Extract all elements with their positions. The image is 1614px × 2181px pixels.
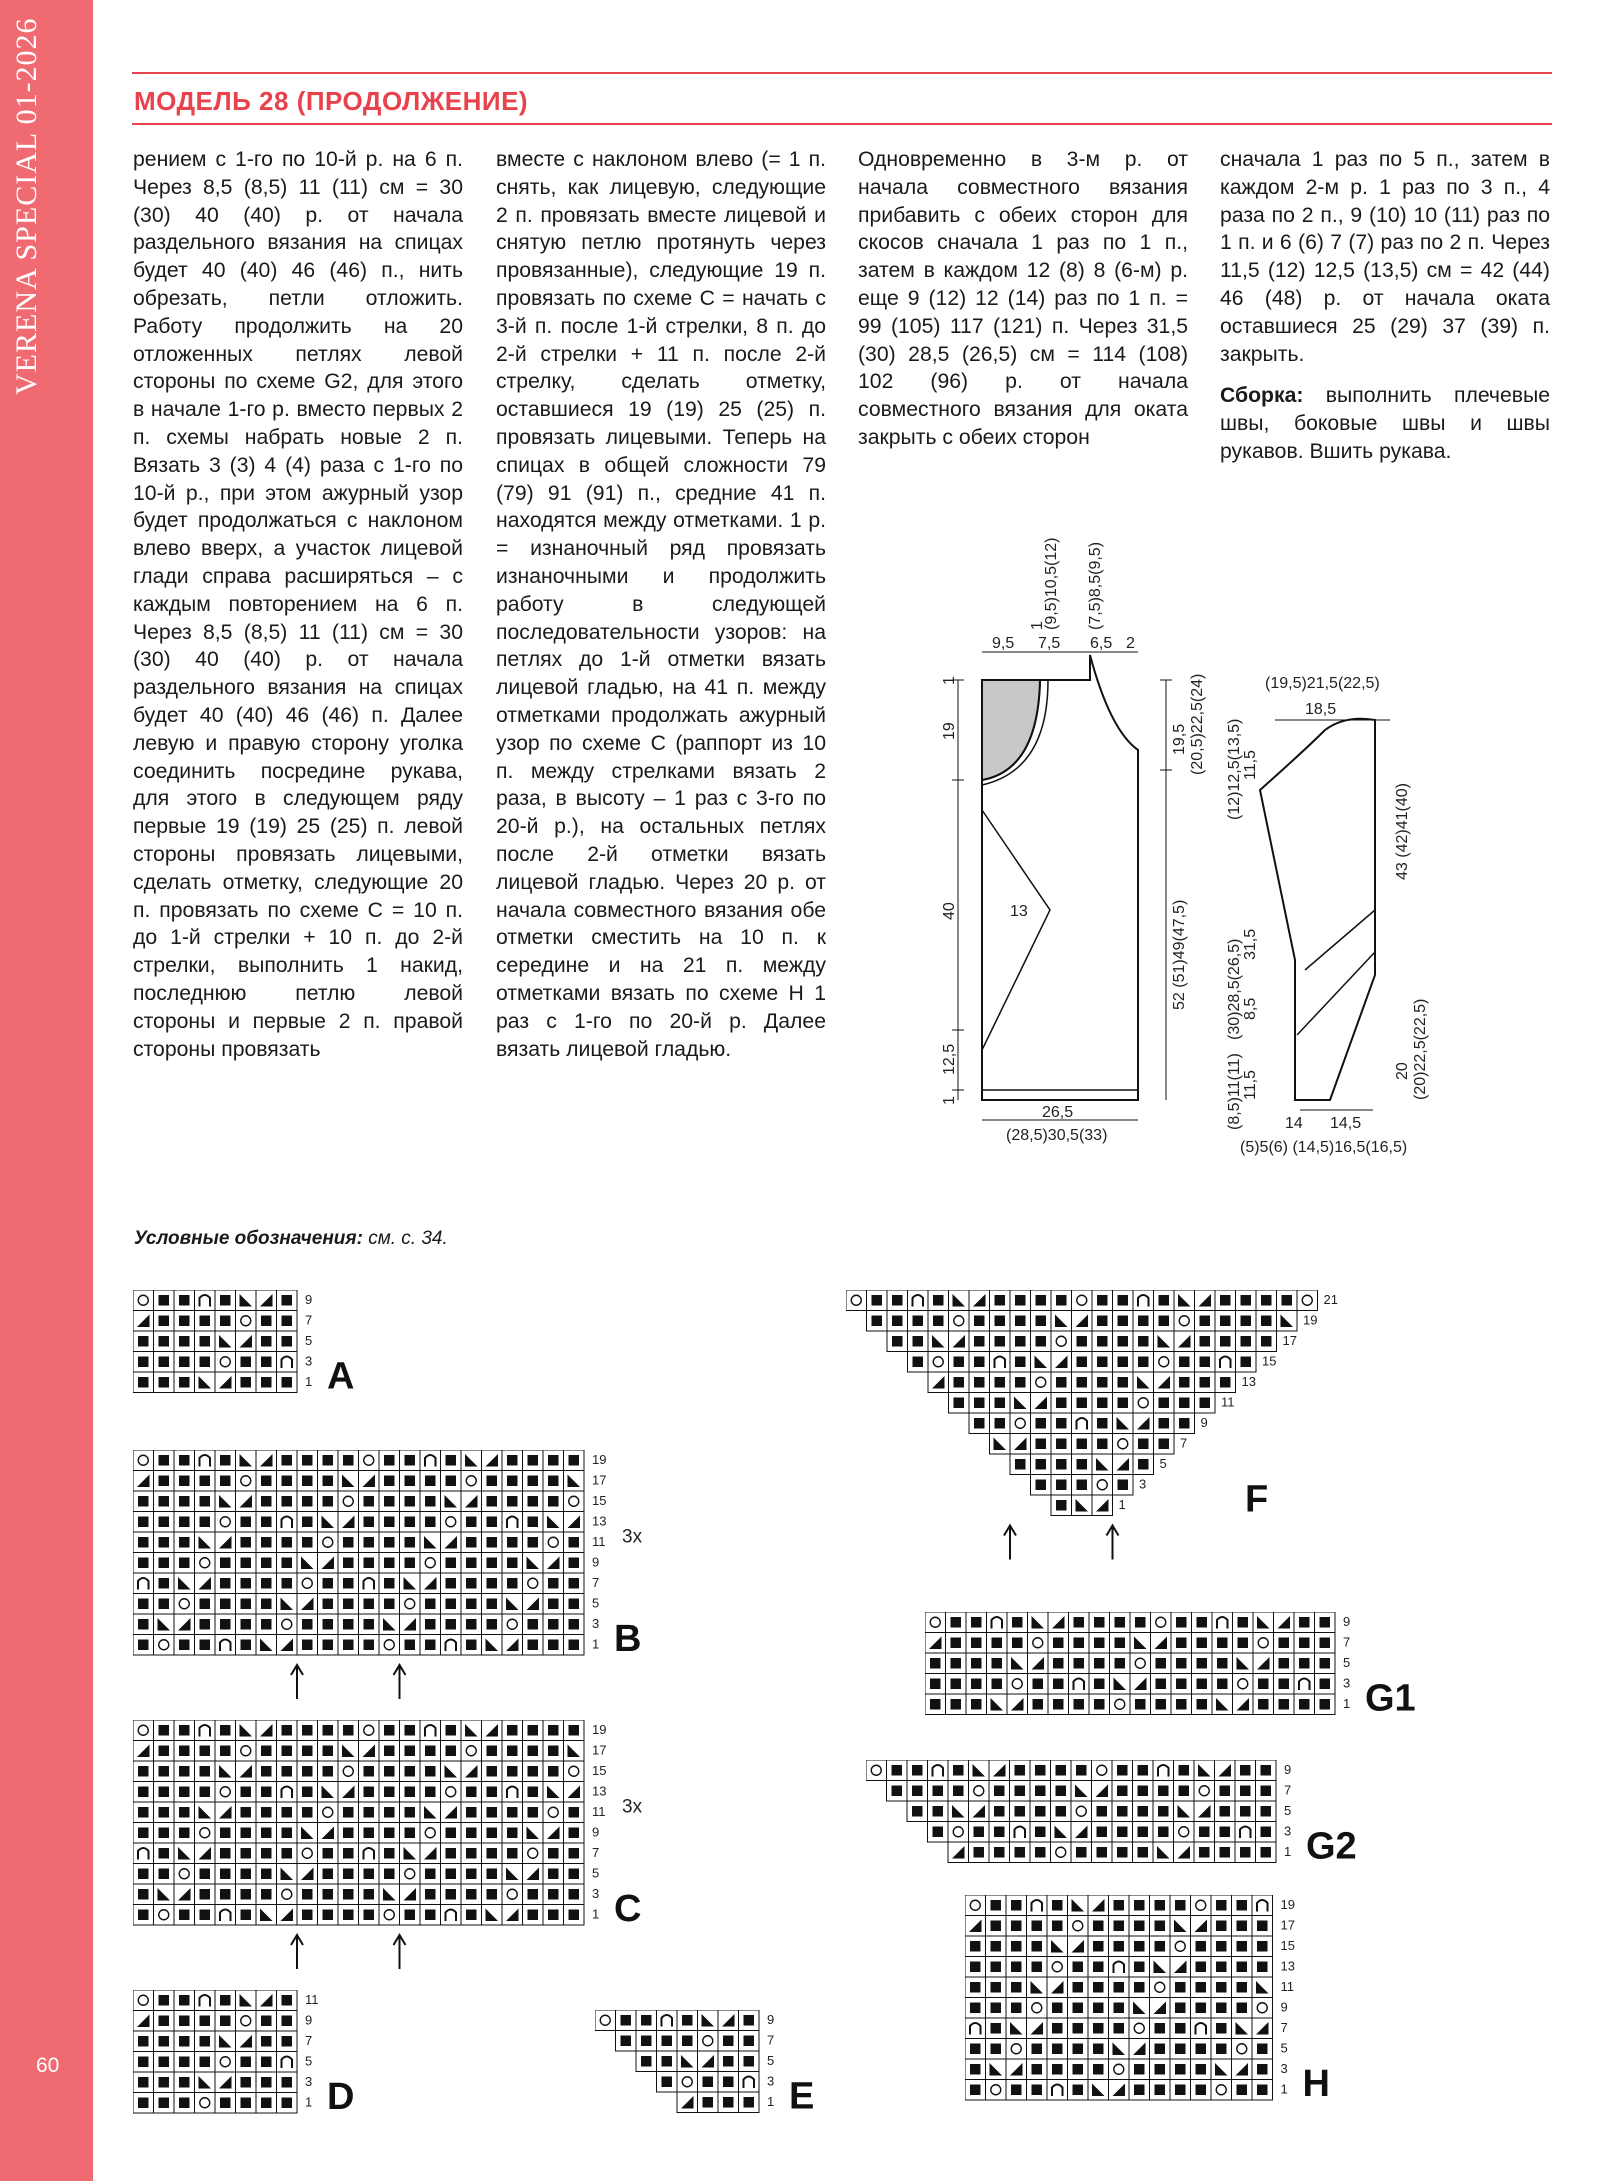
dim-13: 13 [1010, 903, 1028, 920]
dim-bottom-2: (28,5)30,5(33) [1006, 1127, 1108, 1144]
chart-cell [318, 1802, 339, 1823]
chart-cell [1151, 1612, 1172, 1633]
row-number: 1 [767, 2094, 775, 2109]
repeat-arrow [394, 1665, 406, 1699]
chart-cell [277, 1614, 298, 1635]
chart-grid [595, 2010, 774, 2113]
row-number: 3 [1139, 1476, 1147, 1492]
dim-top-size-3: (7,5)8,5(9,5) [1087, 541, 1104, 630]
row-number: 5 [592, 1595, 600, 1611]
chart-cell [502, 1884, 523, 1905]
chart-cell [441, 1635, 462, 1656]
chart-cell [195, 1553, 216, 1574]
row-number: 1 [592, 1906, 600, 1922]
row-number: 5 [1159, 1456, 1167, 1471]
row-number: 13 [1280, 1958, 1295, 1974]
chart-cell [1154, 1352, 1175, 1373]
chart-letter: A [327, 1355, 355, 1398]
text-column-3: Одновременно в 3-м р. от начала совместного вязания прибавить с обеих сторон для скосов сначала 1 раз по 1 п., затем в каждом 12 (8) 8 (6-м) р. еще 9 (12) 12 (14) раз по 1 п. = 99 (105) 117 (121) п. Через 31,5 (30) 28,5 (26,5) см = 114 (108) 102 (96) р. от начала совместного вязания для оката закрыть с обеих сторон [858, 148, 1188, 449]
legend-label: Условные обозначения: [134, 1228, 363, 1249]
chart-cell [195, 1450, 216, 1471]
chart-cell [195, 1290, 216, 1311]
row-number: 21 [1323, 1292, 1338, 1307]
chart-C-svg [133, 1720, 734, 1975]
row-number: 11 [305, 1992, 319, 2007]
chart-A-svg [133, 1290, 447, 1413]
row-number: 5 [592, 1865, 600, 1881]
chart-cell [1047, 2080, 1068, 2101]
chart-cell [1130, 1653, 1151, 1674]
row-number: 3 [1343, 1675, 1351, 1691]
chart-letter: G1 [1365, 1677, 1416, 1720]
chart-cell [595, 2010, 616, 2031]
chart-cell [1072, 1413, 1093, 1434]
chart-cell [1109, 1957, 1130, 1978]
dim-top-1: 9,5 [992, 635, 1015, 652]
row-number: 19 [592, 1722, 607, 1737]
chart-f [846, 1290, 1468, 1566]
row-number: 15 [1280, 1938, 1295, 1953]
row-number: 7 [1284, 1782, 1292, 1798]
chart-cell [1109, 2059, 1130, 2080]
text-column-4 [1220, 146, 1550, 466]
chart-a [133, 1290, 447, 1413]
row-number: 9 [592, 1824, 600, 1840]
chart-cell [1150, 1977, 1171, 1998]
chart-cell [1071, 1801, 1092, 1822]
chart-cell [1294, 1674, 1315, 1695]
row-number: 9 [767, 2012, 775, 2027]
repeat-label: 3x [622, 1526, 643, 1548]
chart-cell [523, 1843, 544, 1864]
chart-cell [925, 1612, 946, 1633]
chart-cell [1129, 2018, 1150, 2039]
repeat-arrow [1004, 1526, 1016, 1560]
chart-cell [969, 1781, 990, 1802]
chart-cell [1133, 1393, 1154, 1414]
dim-top-size-2: (9,5)10,5(12) [1043, 537, 1060, 630]
chart-cell [359, 1720, 380, 1741]
chart-g2 [866, 1760, 1426, 1883]
chart-g1 [925, 1612, 1485, 1735]
chart-letter: E [789, 2075, 815, 2118]
dim-right-3: 52 (51)49(47,5) [1171, 899, 1188, 1010]
row-number: 17 [1280, 1917, 1295, 1933]
chart-cell [1031, 1372, 1052, 1393]
dim-bottom-1: 26,5 [1042, 1104, 1074, 1121]
chart-cell [948, 1822, 969, 1843]
chart-cell [987, 1612, 1008, 1633]
text-column-2: вместе с наклоном влево (= 1 п. снять, как лицевую, следующие 2 п. провязать вместе лицевой и снятую петлю протянуть через провязанные), следующие 19 п. провязать по схеме С = начать с 3-й п. после 1-й стрелки, 8 п. до 2-й стрелки + 11 п. после 2-й стрелку, сделать отметку, оставшиеся 19 (19) 25 (25) п. провязать лицевыми. Теперь на спицах в общей сложности 79 (79) 91 (91) п., средние 41 п. находятся между отметками. 1 р. = изнаночный ряд провязать изнаночными и продолжить работу в следующей последовательности узоров: на петлях до 1-й отметки вязать лицевой гладью, на 41 п. между отметками продолжать ажурный узор по схеме С (раппорт из 10 п. между стрелками вязать 2 раза, в высоту – 1 раз с 3-го по 20-й р.), на остальных петлях после 2-й отметки вязать лицевой гладью. Через 20 р. от начала совместного вязания обе отметки сместить на 10 п. к середине и на 21 п. между отметками вязать по схеме Н 1 раз с 1-го по 20-й р. Далее вязать лицевой гладью. [496, 148, 826, 1061]
chart-cell [1047, 1957, 1068, 1978]
chart-cell [154, 1905, 175, 1926]
chart-cell [1072, 1290, 1093, 1311]
chart-cell [502, 1782, 523, 1803]
sleeve-bottom-1: 14 [1285, 1115, 1303, 1132]
chart-cell [195, 2093, 216, 2114]
sleeve-right-3: (20)22,5(22,5) [1412, 998, 1429, 1100]
row-number: 3 [767, 2073, 775, 2089]
row-number: 11 [592, 1804, 606, 1819]
sleeve-left-5: 8,5 [1242, 997, 1259, 1020]
sleeve-right-2: 20 [1394, 1062, 1411, 1080]
chart-cell [379, 1905, 400, 1926]
chart-cell [133, 1450, 154, 1471]
row-number: 15 [592, 1763, 607, 1778]
dim-left-3: 40 [941, 902, 958, 920]
chart-cell [420, 1450, 441, 1471]
row-number: 5 [1280, 2040, 1288, 2056]
chart-grid [866, 1760, 1291, 1863]
chart-cell [441, 1782, 462, 1803]
chart-cell [1110, 1694, 1131, 1715]
neck-shading [982, 680, 1040, 780]
chart-letter: G2 [1306, 1825, 1357, 1868]
repeat-arrow [291, 1935, 303, 1969]
assembly-text: выполнить плечевые швы, боковые швы и швы рукавов. Вшить рукава. [1220, 384, 1550, 463]
chart-cell [1212, 1612, 1233, 1633]
chart-cell [523, 1573, 544, 1594]
row-number: 1 [592, 1636, 600, 1652]
chart-cell [1051, 1842, 1072, 1863]
row-number: 3 [1280, 2061, 1288, 2076]
chart-letter: H [1302, 2063, 1330, 2105]
chart-cell [1006, 2039, 1027, 2060]
repeat-label: 3x [622, 1796, 643, 1818]
chart-F-svg [846, 1290, 1468, 1566]
sleeve-top-2: 18,5 [1305, 701, 1337, 718]
row-number: 13 [592, 1513, 607, 1529]
row-number: 7 [1180, 1435, 1188, 1451]
magazine-title-text: VERENA SPECIAL 01-2026 [10, 17, 43, 395]
row-number: 7 [305, 2033, 313, 2048]
chart-cell [154, 1635, 175, 1656]
chart-letter: C [614, 1888, 642, 1930]
chart-grid [965, 1895, 1295, 2100]
row-number: 9 [1200, 1415, 1208, 1430]
row-number: 19 [1280, 1897, 1295, 1912]
chart-cell [277, 1884, 298, 1905]
chart-cell [297, 1843, 318, 1864]
sleeve-right-1: 43 (42)41(40) [1394, 783, 1411, 880]
chart-cell [195, 1823, 216, 1844]
row-number: 5 [305, 2053, 313, 2069]
dim-top-4: 2 [1126, 635, 1135, 652]
chart-cell [338, 1491, 359, 1512]
chart-grid [925, 1612, 1350, 1715]
chart-cell [986, 2080, 1007, 2101]
chart-cell [236, 1311, 257, 1332]
chart-cell [400, 1594, 421, 1615]
chart-cell [1028, 1633, 1049, 1654]
chart-D-svg [133, 1990, 447, 2133]
chart-cell [1233, 1674, 1254, 1695]
row-number: 9 [592, 1554, 600, 1570]
chart-cell [1191, 2018, 1212, 2039]
chart-cell [1092, 1760, 1113, 1781]
chart-cell [1252, 1895, 1273, 1916]
row-number: 3 [305, 2074, 313, 2089]
sleeve-left-3: (30)28,5(26,5) [1226, 938, 1243, 1040]
chart-grid [133, 1990, 319, 2113]
chart-cell [133, 1290, 154, 1311]
chart-cell [1027, 1998, 1048, 2019]
chart-cell [928, 1352, 949, 1373]
chart-letter: F [1245, 1478, 1269, 1521]
chart-cell [133, 1990, 154, 2011]
chart-cell [1235, 1822, 1256, 1843]
chart-cell [195, 1720, 216, 1741]
chart-e [595, 2010, 909, 2133]
row-number: 11 [592, 1534, 606, 1549]
chart-cell [133, 1843, 154, 1864]
chart-cell [420, 1823, 441, 1844]
chart-H-svg [965, 1895, 1423, 2120]
chart-cell [928, 1760, 949, 1781]
row-number: 3 [305, 1353, 313, 1369]
row-number: 11 [1221, 1394, 1235, 1410]
sleeve-left-1: (12)12,5(13,5) [1226, 718, 1243, 820]
row-number: 7 [1280, 2020, 1288, 2035]
dim-right-1: 19,5 [1171, 723, 1188, 755]
chart-cell [1297, 1290, 1318, 1311]
chart-cell [1170, 1936, 1191, 1957]
chart-cell [908, 1290, 929, 1311]
row-number: 11 [1280, 1979, 1294, 1994]
dim-left-5: 12,5 [941, 1043, 958, 1075]
row-number: 7 [592, 1575, 600, 1590]
chart-d [133, 1990, 447, 2133]
chart-cell [1051, 1331, 1072, 1352]
row-number: 7 [592, 1845, 600, 1860]
chart-B-svg [133, 1450, 734, 1705]
chart-cell [1191, 1895, 1212, 1916]
chart-cell [564, 1491, 585, 1512]
chart-cell [502, 1512, 523, 1533]
chart-cell [420, 1553, 441, 1574]
sleeve-left-2: 11,5 [1242, 750, 1259, 780]
chart-cell [420, 1720, 441, 1741]
sleeve-left-7: 11,5 [1242, 1070, 1259, 1100]
page-title: МОДЕЛЬ 28 (ПРОДОЛЖЕНИЕ) [134, 86, 529, 116]
chart-cell [739, 2072, 760, 2093]
row-number: 7 [767, 2032, 775, 2048]
dim-top-3: 6,5 [1090, 635, 1113, 652]
chart-cell [379, 1635, 400, 1656]
sleeve-bottom-2: 14,5 [1330, 1115, 1362, 1132]
repeat-arrow [1107, 1526, 1119, 1560]
sleeve-top-1: (19,5)21,5(22,5) [1265, 675, 1380, 692]
chart-cell [502, 1614, 523, 1635]
chart-cell [657, 2010, 678, 2031]
chart-cell [1113, 1434, 1134, 1455]
sleeve-schematic [1215, 660, 1455, 1170]
chart-cell [133, 1573, 154, 1594]
chart-cell [949, 1311, 970, 1332]
chart-cell [461, 1471, 482, 1492]
chart-cell [564, 1761, 585, 1782]
chart-cell [1133, 1290, 1154, 1311]
chart-cell [297, 1573, 318, 1594]
sleeve-left-4: 31,5 [1242, 928, 1259, 960]
row-number: 13 [592, 1783, 607, 1799]
chart-E-svg [595, 2010, 909, 2133]
row-number: 15 [592, 1493, 607, 1508]
row-number: 5 [305, 1333, 313, 1348]
row-number: 5 [767, 2053, 775, 2068]
row-number: 9 [1280, 1999, 1288, 2015]
chart-cell [1069, 1674, 1090, 1695]
chart-h [965, 1895, 1423, 2120]
chart-cell [195, 1990, 216, 2011]
chart-cell [1007, 1674, 1028, 1695]
repeat-arrow [291, 1665, 303, 1699]
row-number: 13 [1241, 1374, 1256, 1389]
chart-cell [277, 2052, 298, 2073]
chart-cell [215, 1782, 236, 1803]
dim-right-2: (20,5)22,5(24) [1189, 673, 1206, 775]
assembly-paragraph [1220, 382, 1550, 465]
row-number: 17 [592, 1742, 607, 1758]
legend-text: см. с. 34. [362, 1228, 448, 1249]
dim-left-6: 1 [941, 1096, 958, 1105]
row-number: 1 [305, 1374, 313, 1389]
sleeve-bottom-3: (5)5(6) (14,5)16,5(16,5) [1240, 1139, 1408, 1156]
dim-left-2: 19 [941, 722, 958, 740]
row-number: 1 [1284, 1844, 1292, 1859]
chart-cell [441, 1512, 462, 1533]
chart-cell [1010, 1413, 1031, 1434]
chart-cell [543, 1532, 564, 1553]
row-number: 5 [1343, 1655, 1351, 1670]
chart-cell [461, 1741, 482, 1762]
chart-cell [1153, 1760, 1174, 1781]
header-rule-top [132, 72, 1552, 74]
dim-left-1: 1 [941, 676, 958, 685]
sleeve-left-6: (8,5)11(11) [1226, 1053, 1243, 1130]
row-number: 1 [305, 2094, 313, 2110]
chart-cell [318, 1532, 339, 1553]
chart-cell [846, 1290, 867, 1311]
chart-b [133, 1450, 734, 1705]
chart-cell [359, 1843, 380, 1864]
chart-letter: B [614, 1618, 642, 1660]
chart-grid [133, 1720, 606, 1925]
page-number: 60 [36, 2054, 60, 2077]
chart-cell [1092, 1475, 1113, 1496]
row-number: 3 [592, 1886, 600, 1901]
row-number: 1 [1118, 1497, 1126, 1512]
chart-letter: D [327, 2076, 355, 2118]
chart-cell [215, 1512, 236, 1533]
chart-cell [441, 1905, 462, 1926]
chart-cell [965, 2018, 986, 2039]
chart-cell [277, 1512, 298, 1533]
row-number: 3 [1284, 1823, 1292, 1839]
chart-cell [1211, 2080, 1232, 2101]
chart-cell [236, 1471, 257, 1492]
row-number: 17 [592, 1472, 607, 1488]
row-number: 15 [1262, 1353, 1277, 1369]
repeat-arrow [394, 1935, 406, 1969]
row-number: 7 [1343, 1634, 1351, 1650]
chart-cell [1253, 1633, 1274, 1654]
row-number: 5 [1284, 1803, 1292, 1818]
dim-top-size-1: 1 [1029, 621, 1046, 630]
chart-cell [215, 1635, 236, 1656]
row-number: 3 [592, 1616, 600, 1631]
chart-cell [866, 1760, 887, 1781]
chart-cell [1252, 1998, 1273, 2019]
chart-cell [277, 1352, 298, 1373]
chart-cell [1174, 1311, 1195, 1332]
text-column-1: рением с 1-го по 10-й р. на 6 п. Через 8,5 (8,5) 11 (11) см = 30 (30) 40 (40) р. от начала раздельного вязания на спицах будет 40 (40) 46 (46) п., нить обрезать, петли отложить. Работу продолжить на 20 отложенных петлях левой стороны по схеме G2, для этого в начале 1-го р. вместо первых 2 п. схемы набрать новые 2 п. Вязать 3 (3) 4 (4) раза с 1-го по 10-й р., при этом ажурный узор будет продолжаться с наклоном влево вверх, а участок лицевой глади справа расширяться – с каждым повторением на 6 п. Через 8,5 (8,5) 11 (11) см = 30 (30) 40 (40) р. от начала раздельного вязания на спицах будет 40 (40) 46 (46) п. Далее левую и правую сторону уголка соединить посредине рукава, для этого в следующем ряду первые 19 (19) 25 (25) п. левой стороны провязать лицевыми, сделать отметку, следующие 20 п. провязать по схеме С = 10 п. до 1-й стрелки + 10 п. до 2-й стрелки, выполнить 1 накид, последнюю петлю левой стороны и первые 2 п. правой стороны провязать [133, 148, 463, 1061]
row-number: 7 [305, 1312, 313, 1328]
chart-cell [359, 1450, 380, 1471]
chart-G1-svg [925, 1612, 1485, 1735]
row-number: 1 [1343, 1696, 1351, 1711]
sidebar [0, 0, 93, 2181]
header-rule-bottom [132, 123, 1552, 125]
row-number: 9 [1284, 1762, 1292, 1777]
chart-cell [215, 1905, 236, 1926]
chart-cell [677, 2072, 698, 2093]
body-schematic [930, 530, 1230, 1170]
chart-cell [236, 1741, 257, 1762]
legend [134, 1228, 448, 1250]
chart-cell [359, 1573, 380, 1594]
chart-cell [400, 1864, 421, 1885]
row-number: 9 [1343, 1614, 1351, 1629]
chart-cell [1068, 1916, 1089, 1937]
row-number: 9 [305, 1292, 313, 1307]
chart-cell [1010, 1822, 1031, 1843]
chart-cell [236, 2011, 257, 2032]
assembly-label: Сборка: [1220, 384, 1304, 408]
row-number: 1 [1280, 2081, 1288, 2097]
chart-cell [698, 2031, 719, 2052]
row-number: 19 [592, 1452, 607, 1467]
chart-cell [338, 1761, 359, 1782]
chart-G2-svg [866, 1760, 1426, 1883]
row-number: 17 [1282, 1333, 1297, 1348]
chart-cell [277, 1782, 298, 1803]
chart-grid [133, 1450, 606, 1655]
chart-c [133, 1720, 734, 1975]
chart-cell [1194, 1781, 1215, 1802]
chart-cell [174, 1864, 195, 1885]
chart-cell [990, 1352, 1011, 1373]
text-column-4-body: сначала 1 раз по 5 п., затем в каждом 2-м р. 1 раз по 3 п., 4 раза по 2 п., 9 (10) 10 (11) раз по 1 п. и 6 (6) 7 (7) раз по 2 п. Через 11,5 (12) 12,5 (13,5) см = 42 (44) 46 (48) р. от начала оката оставшиеся 25 (29) 37 (39) п. закрыть. [1220, 148, 1550, 366]
chart-cell [1027, 1895, 1048, 1916]
chart-grid [133, 1290, 312, 1393]
chart-cell [1174, 1822, 1195, 1843]
chart-cell [133, 1720, 154, 1741]
chart-cell [1215, 1352, 1236, 1373]
chart-cell [1232, 2039, 1253, 2060]
chart-cell [174, 1594, 195, 1615]
chart-cell [215, 2052, 236, 2073]
row-number: 9 [305, 2012, 313, 2028]
chart-cell [965, 1895, 986, 1916]
row-number: 19 [1303, 1312, 1318, 1328]
dim-top-2: 7,5 [1038, 635, 1061, 652]
chart-cell [215, 1352, 236, 1373]
chart-cell [543, 1802, 564, 1823]
